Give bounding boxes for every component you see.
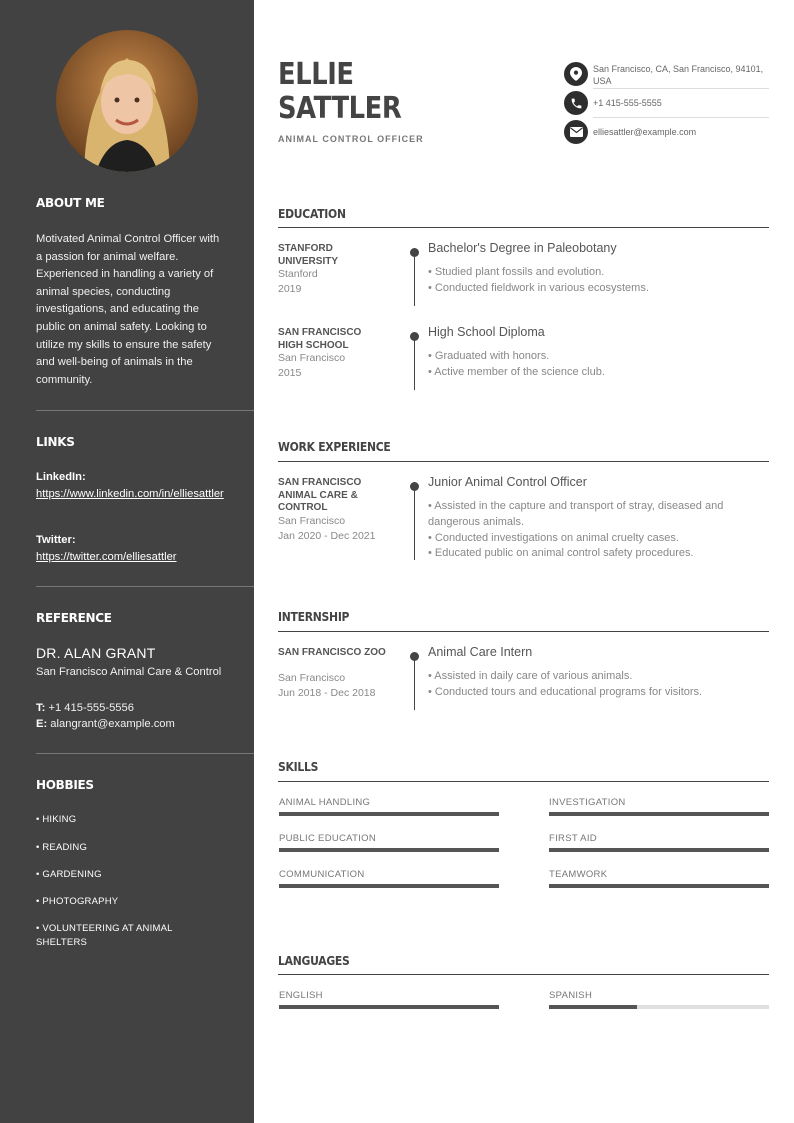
timeline-dot <box>410 482 419 491</box>
internship-location: San Francisco <box>278 672 346 684</box>
linkedin-label: LinkedIn: <box>36 471 86 483</box>
language-bar <box>279 1005 499 1009</box>
education-bullet: • Graduated with honors. <box>428 350 550 362</box>
timeline-dot <box>410 652 419 661</box>
internship-heading: INTERNSHIP <box>278 610 350 624</box>
experience-bullet: • Assisted in the capture and transport of stray, diseased and dangerous animals. <box>428 500 724 528</box>
internship-bullet: • Conducted tours and educational programs for visitors. <box>428 686 703 698</box>
education-bullet: • Active member of the science club. <box>428 366 605 378</box>
internship-bullet: • Assisted in daily care of various animals. <box>428 670 633 682</box>
experience-bullet: • Conducted investigations on animal cruelty cases. <box>428 532 679 544</box>
education-location: Stanford <box>278 268 318 280</box>
reference-phone <box>36 700 226 716</box>
languages-heading: LANGUAGES <box>278 954 350 968</box>
location-pin-icon <box>564 62 588 86</box>
experience-heading: WORK EXPERIENCE <box>278 440 391 454</box>
reference-email <box>36 716 226 732</box>
reference-org: San Francisco Animal Care & Control <box>36 666 222 678</box>
divider <box>36 586 254 587</box>
skill-bar-fill <box>549 848 769 852</box>
divider <box>36 753 254 754</box>
experience-location: San Francisco <box>278 515 346 527</box>
section-rule <box>278 227 769 228</box>
skill-bar <box>279 812 499 816</box>
reference-email-value: alangrant@example.com <box>50 718 175 730</box>
hobbies-heading: HOBBIES <box>36 778 94 792</box>
education-title: High School Diploma <box>428 325 545 339</box>
hobby-item: • VOLUNTEERING AT ANIMAL SHELTERS <box>36 923 173 948</box>
timeline-line <box>414 482 415 560</box>
hobby-item: • READING <box>36 842 88 853</box>
twitter-link[interactable]: https://twitter.com/elliesattler <box>36 551 177 563</box>
skill-label: INVESTIGATION <box>549 797 626 808</box>
skill-bar-fill <box>279 884 499 888</box>
language-label: ENGLISH <box>279 990 323 1001</box>
education-heading: EDUCATION <box>278 207 346 221</box>
skill-bar-fill <box>549 812 769 816</box>
skill-bar <box>279 884 499 888</box>
reference-heading: REFERENCE <box>36 611 112 625</box>
experience-bullet: • Educated public on animal control safety procedures. <box>428 547 694 559</box>
hobby-item: • HIKING <box>36 814 77 825</box>
section-rule <box>278 631 769 632</box>
about-heading: ABOUT ME <box>36 196 105 210</box>
candidate-name <box>278 58 401 126</box>
experience-title: Junior Animal Control Officer <box>428 475 587 489</box>
contact-phone: +1 415-555-5555 <box>593 98 662 108</box>
skill-label: COMMUNICATION <box>279 869 365 880</box>
reference-phone-value: +1 415-555-5556 <box>48 702 134 714</box>
education-date: 2015 <box>278 367 302 379</box>
last-name: SATTLER <box>278 91 402 126</box>
skill-label: FIRST AID <box>549 833 597 844</box>
reference-name: DR. ALAN GRANT <box>36 645 156 661</box>
job-title: ANIMAL CONTROL OFFICER <box>278 134 424 144</box>
skill-bar <box>549 812 769 816</box>
linkedin-link[interactable]: https://www.linkedin.com/in/elliesattler <box>36 488 224 500</box>
internship-date: Jun 2018 - Dec 2018 <box>278 687 376 699</box>
contact-address: San Francisco, CA, San Francisco, 94101, USA <box>593 64 764 86</box>
timeline-dot <box>410 332 419 341</box>
education-date: 2019 <box>278 283 302 295</box>
language-bar <box>549 1005 769 1009</box>
contact-email: elliesattler@example.com <box>593 127 697 137</box>
education-location: San Francisco <box>278 352 346 364</box>
language-label: SPANISH <box>549 990 593 1001</box>
education-bullet: • Studied plant fossils and evolution. <box>428 266 605 278</box>
skill-bar-fill <box>279 812 499 816</box>
experience-date: Jan 2020 - Dec 2021 <box>278 530 376 542</box>
education-org: SAN FRANCISCO HIGH SCHOOL <box>278 327 362 351</box>
internship-title: Animal Care Intern <box>428 645 533 659</box>
sidebar <box>0 0 254 1123</box>
hobby-item: • GARDENING <box>36 869 102 880</box>
skill-bar-fill <box>279 848 499 852</box>
envelope-icon <box>564 120 588 144</box>
skill-bar <box>549 884 769 888</box>
internship-org: SAN FRANCISCO ZOO <box>278 647 386 658</box>
education-org: STANFORD UNIVERSITY <box>278 243 339 267</box>
timeline-dot <box>410 248 419 257</box>
skill-label: TEAMWORK <box>549 869 608 880</box>
divider <box>593 88 769 89</box>
section-rule <box>278 974 769 975</box>
divider <box>593 117 769 118</box>
skill-bar-fill <box>549 884 769 888</box>
language-bar-fill <box>279 1005 499 1009</box>
section-rule <box>278 461 769 462</box>
education-title: Bachelor's Degree in Paleobotany <box>428 241 617 255</box>
education-bullet: • Conducted fieldwork in various ecosystems. <box>428 282 649 294</box>
section-rule <box>278 781 769 782</box>
skill-label: PUBLIC EDUCATION <box>279 833 376 844</box>
reference-phone-label: T: <box>36 702 46 714</box>
divider <box>36 410 254 411</box>
reference-email-label: E: <box>36 718 48 730</box>
first-name: ELLIE <box>278 57 354 92</box>
hobby-item: • PHOTOGRAPHY <box>36 896 119 907</box>
skill-bar <box>279 848 499 852</box>
skill-bar <box>549 848 769 852</box>
twitter-label: Twitter: <box>36 534 76 546</box>
phone-icon <box>564 91 588 115</box>
links-heading: LINKS <box>36 435 75 449</box>
language-bar-fill <box>549 1005 637 1009</box>
skill-label: ANIMAL HANDLING <box>279 797 371 808</box>
profile-photo <box>56 30 198 172</box>
experience-org: SAN FRANCISCO ANIMAL CARE & CONTROL <box>278 477 362 513</box>
about-text: Motivated Animal Control Officer with a passion for animal welfare. Experienced in handling a variety of animal species, conducting investigations, and educating the public on animal safety. Looking to utilize my skills to ensure the safety and well-being of animals in the community. <box>36 233 220 386</box>
skills-heading: SKILLS <box>278 760 319 774</box>
